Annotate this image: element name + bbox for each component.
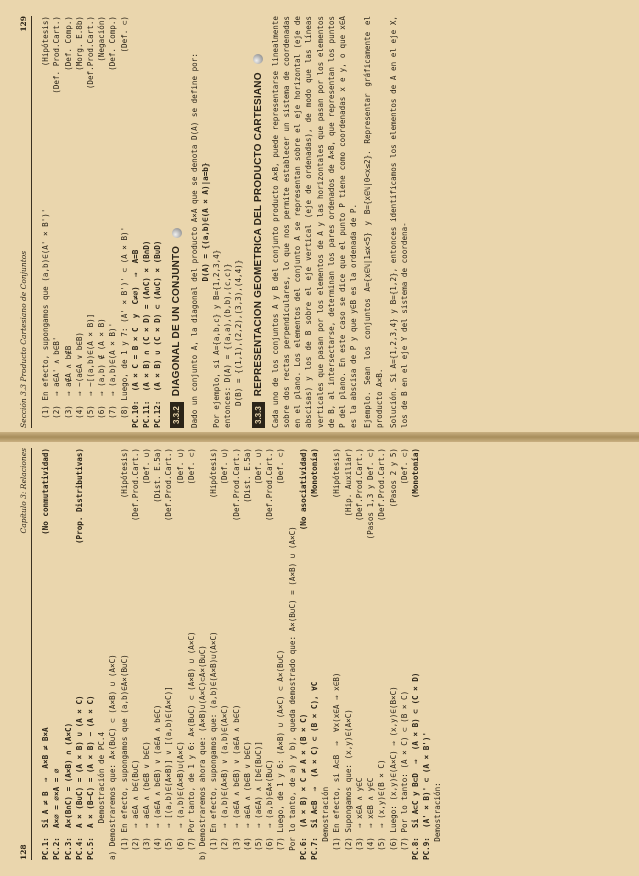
text-line xyxy=(107,16,118,428)
text-line xyxy=(130,448,141,860)
line-justification: (Def.Prod.Cart.) xyxy=(231,448,241,522)
line-text: (4) ⇒ (a∈A ∧ b∈B) ∨ (a∈A ∧ b∈C) xyxy=(153,704,163,860)
text-line xyxy=(354,448,365,860)
page-number: 128 xyxy=(19,844,28,860)
text-line xyxy=(231,448,242,860)
text-line xyxy=(343,448,354,860)
text-line xyxy=(119,16,130,428)
text-line xyxy=(141,448,152,860)
text-line xyxy=(197,448,208,860)
line-text: (6) ⇒ (a,b)∈A×(B∪C) xyxy=(265,759,275,860)
line-text: (4) ⇒ ~(a∈A ∨ b∈B) xyxy=(74,331,84,428)
line-text: (2) Supongamos que: (x,y)∈(A×C) xyxy=(343,709,353,860)
section-number: 3.3.2 xyxy=(170,402,183,428)
line-text: a) Demostraremos que: A×(B∪C) ⊂ (A×B) ∪ (A×C) xyxy=(108,654,118,860)
line-justification: (Def. ∪) xyxy=(175,448,185,485)
line-justification: (Def.Prod.Cart.) xyxy=(130,448,140,522)
text-line xyxy=(74,16,85,428)
text-line xyxy=(63,16,74,428)
example-text: entonces: D(A) = {(a,a),(b,b),(c,c)} xyxy=(223,263,233,428)
line-text: PC.8: Si A⊂C y B⊂D ⇒ (A × B) ⊂ (C × D) xyxy=(410,672,420,860)
page-129 xyxy=(18,16,618,428)
line-justification: (Def.Prod.Cart.) xyxy=(164,448,174,522)
line-justification: (Dist. E.5a) xyxy=(153,448,163,503)
text-line xyxy=(85,448,96,860)
running-title: Capítulo 3: Relaciones xyxy=(19,448,28,534)
line-justification: (Def. ⊂) xyxy=(186,448,196,485)
page-body xyxy=(40,448,443,860)
line-justification: (Prop. Distributivas) xyxy=(74,448,84,545)
example-paragraph: Ejemplo. Sean los conjuntos A={x∈ℕ|1≤x<5} y B={x∈ℕ|0<x≤2}. Representar gráficamente el producto A×B. xyxy=(363,16,384,428)
text-line xyxy=(388,448,399,860)
text-line xyxy=(163,448,174,860)
line-justification: (Hipótesis) xyxy=(119,448,129,499)
text-line xyxy=(432,448,443,860)
text-line xyxy=(85,16,96,428)
line-text: (4) ⇒ x∈B ∧ y∈C xyxy=(366,777,376,860)
line-justification: (Hip. Auxiliar) xyxy=(343,448,353,517)
text-line xyxy=(376,448,387,860)
text-line xyxy=(264,448,275,860)
line-justification: (Monotonía) xyxy=(310,448,320,499)
line-justification: (Def.Prod.Cart.) xyxy=(265,448,275,522)
section-number: 3.3.3 xyxy=(252,402,265,428)
line-text: PC.7: Si A⊂B ⇒ (A × C) ⊂ (B × C), ∀C xyxy=(310,681,320,860)
line-text: PC.5: A × (B−C) = (A × B) − (A × C) xyxy=(86,695,96,860)
text-line xyxy=(421,448,432,860)
line-text: (1) En efecto, supongamos que: (a,b)∈(A×B)∪(A×C) xyxy=(209,631,219,860)
text-line xyxy=(119,448,130,860)
line-text: (8) Luego, de 1 y 7: (A' × B')' ⊂ (A × B)' xyxy=(119,226,129,428)
line-justification: (Def.Prod.Cart.) xyxy=(354,448,364,522)
text-line xyxy=(287,448,298,860)
line-text: (6) ⇒ (a,b) ∉ (A × B) xyxy=(97,318,107,428)
line-justification: (Hipótesis) xyxy=(209,448,219,499)
line-text: (7) Por lo tanto: (A × C) ⊂ (B × C) xyxy=(399,690,409,860)
globe-icon xyxy=(253,54,263,64)
section-title: REPRESENTACION GEOMETRICA DEL PRODUCTO CARTESIANO xyxy=(252,72,264,397)
text-line xyxy=(208,448,219,860)
line-justification: (Def. ⊂) xyxy=(119,16,129,53)
line-text: (4) ⇒ a∈A ∧ (b∈B ∨ b∈C) xyxy=(242,741,252,860)
line-justification: (Def. Prod.Cart.) xyxy=(52,16,62,94)
text-line xyxy=(275,448,286,860)
text-line xyxy=(399,448,410,860)
line-justification: (Dist. E.5a) xyxy=(242,448,252,503)
line-text: PC.2: A×∅ = ∅×A = ∅ xyxy=(52,768,62,860)
text-line xyxy=(309,448,320,860)
page-128 xyxy=(18,448,618,860)
section-heading xyxy=(252,16,265,428)
example-text: Por ejemplo, si A={a,b,c} y B={1,2,3,4} xyxy=(212,249,222,428)
line-text: PC.6: (A × B) × C ≠ A × (B × C) xyxy=(298,713,308,860)
line-text: Demostración de PC.4 xyxy=(97,731,107,860)
line-justification: (Def. ∪) xyxy=(142,448,152,485)
line-justification: (Pasos 2 y 5) xyxy=(388,448,398,508)
book-gutter xyxy=(0,432,639,442)
line-text: (5) ⇒ [(a,b)∈(A×B)] ∨ [(a,b)∈(A×C)] xyxy=(164,686,174,860)
line-text: (2) ⇒ a∈A' ∧ b∈B' xyxy=(52,336,62,428)
line-text: (6) Luego: (x,y)∈(A×C) ⇒ (x,y)∈(B×C) xyxy=(388,686,398,860)
solution-paragraph: Solución. Si A={1,2,3,4} y B={1,2}, entonces identificamos los elementos de A en el eje X, los de B en el eje Y del sistema de coordena- xyxy=(388,16,410,428)
page-number: 129 xyxy=(19,16,28,32)
line-justification: (Def.Prod.Cart.) xyxy=(377,448,387,522)
line-justification: (Def. ∪) xyxy=(220,448,230,485)
text-line xyxy=(298,448,309,860)
body-paragraph: Cada uno de los conjuntos A y B del conjunto producto A×B, puede representarse linealmente sobre dos rectas perpendiculares, lo que nos permite establecer un sistema de coordenadas en el plano. Los elementos del conjunto A se representan sobre el eje horizontal (eje de abscisas) y los de B sobre el eje vertical (eje de ordenadas), de modo que las líneas verticales que pasan por los elementos de A y las horizontales que pasan por los elementos de B, al intersectarse, determinan los pares ordenados de A×B, que representan los puntos P del plano. En este caso se dice que el punto P tiene como coordenadas x e y, o que x∈A es la abscisa de P y que y∈B es la ordenada de P. xyxy=(270,16,359,428)
text-line xyxy=(253,448,264,860)
line-text: (2) ⇒ a∈A ∧ b∈(B∪C) xyxy=(130,759,140,860)
definition-text: Dado un conjunto A, la diagonal del producto A×A que se denota D(A) se define por: xyxy=(189,53,199,428)
page-header xyxy=(18,448,32,860)
line-text: (6) ⇒ (a,b)∈(A×B)∪(A×C) xyxy=(175,741,185,860)
line-text: (5) ⇒ (x,y)∈(B × C) xyxy=(377,759,387,860)
text-line xyxy=(410,448,421,860)
text-line xyxy=(152,448,163,860)
line-text: (3) ⇒ a∈A ∧ (b∈B ∨ b∈C) xyxy=(142,741,152,860)
line-text: (3) ⇒ (a∈A ∧ b∈B) ∨ (a∈A ∧ b∈C) xyxy=(231,704,241,860)
line-text: PC.9: (A' × B)' ⊂ (A × B')' xyxy=(422,731,432,860)
line-justification: (Negación) xyxy=(97,16,107,62)
line-justification: (Monotonía) xyxy=(410,448,420,499)
proof-block xyxy=(40,16,130,428)
text-line xyxy=(365,448,376,860)
line-justification: (Hipótesis) xyxy=(41,16,51,67)
line-justification: (Pasos 1,3 y Def. ⊂) xyxy=(366,448,376,540)
text-line xyxy=(74,448,85,860)
text-line xyxy=(107,448,118,860)
section-heading xyxy=(170,16,183,428)
line-text: b) Demostraremos ahora que: (A×B)∪(A×C)⊂A×(B∪C) xyxy=(198,645,208,860)
line-text: Demostración xyxy=(321,786,331,860)
text-line xyxy=(96,16,107,428)
text-line xyxy=(320,448,331,860)
line-text: (7) Luego, de 1 y 6: (A×B) ∪ (A×C) ⊂ A×(B∪C) xyxy=(276,649,286,860)
property-line: PC.10: (A × C = B × C y C≠∅) ⇒ A=B xyxy=(130,249,140,428)
line-justification: (Def.Prod.Cart.) xyxy=(86,16,96,90)
line-text: (3) ⇒ a∉A ∧ b∉B xyxy=(63,345,73,428)
line-justification: (Def. ⊂) xyxy=(276,448,286,485)
text-line xyxy=(40,16,51,428)
text-line xyxy=(331,448,342,860)
text-line xyxy=(96,448,107,860)
diagonal-formula: D(A) = {(a,b)∈(A × A)|a=b} xyxy=(200,162,210,282)
line-text: (7) ⇒ (a,b)∈(A × B)' xyxy=(108,322,118,428)
line-justification: (Hipótesis) xyxy=(332,448,342,499)
line-text: (3) ⇒ x∈A ∧ y∈C xyxy=(354,777,364,860)
line-text: (1) En efecto, supongamos que (a,b)∈A×(B∪C) xyxy=(119,654,129,860)
text-line xyxy=(242,448,253,860)
line-text: Demostración: xyxy=(433,782,443,860)
line-justification: (Morg. E.8b) xyxy=(74,16,84,71)
property-line: PC.11: (A × B) ∩ (C × D) = (A∩C) × (B∩D) xyxy=(142,240,152,428)
example-text: D(B) = {(1,1),(2,2),(3,3),(4,4)} xyxy=(234,259,244,406)
section-title: DIAGONAL DE UN CONJUNTO xyxy=(171,245,183,397)
line-text: (1) En efecto, si A⊂B ⇒ ∀x(x∈A ⇒ x∈B) xyxy=(332,672,342,860)
text-line xyxy=(63,448,74,860)
property-line: PC.12: (A × B) ∪ (C × D) ⊂ (A∪C) × (B∪D) xyxy=(153,240,163,428)
line-text: (5) ⇒ ~[(a,b)∈(A × B)] xyxy=(86,313,96,428)
line-text: PC.1: Si A ≠ B ⇒ A×B ≠ B×A xyxy=(41,727,51,860)
globe-icon xyxy=(172,228,182,238)
line-text: (5) ⇒ (a∈A) ∧ [b∈(B∪C)] xyxy=(254,741,264,860)
text-line xyxy=(40,448,51,860)
text-line xyxy=(186,448,197,860)
line-justification: (Def. ∪) xyxy=(254,448,264,485)
line-justification: (No conmutatividad) xyxy=(41,448,51,535)
line-text: (1) En efecto, supongamos que (a,b)∈(A' × B')' xyxy=(41,208,51,428)
line-justification: (Def. Comp.) xyxy=(63,16,73,71)
line-justification: (Def. ⊂) xyxy=(399,448,409,485)
line-justification: (No asociatividad) xyxy=(298,448,308,531)
text-line xyxy=(175,448,186,860)
line-text: Por lo tanto, de a) y b), queda demostrado que: A×(B∪C) = (A×B) ∪ (A×C) xyxy=(287,526,297,860)
text-line xyxy=(219,448,230,860)
line-justification: (Def. Comp.) xyxy=(108,16,118,71)
line-text: (7) Por tanto, de 1 y 6: A×(B∪C) ⊂ (A×B) ∪ (A×C) xyxy=(186,631,196,860)
text-line xyxy=(51,16,62,428)
line-text: PC.3: A×(B∩C) = (A×B) ∩ (A×C) xyxy=(63,722,73,860)
line-text: (2) ⇒ (a,b)∈(A×B) ∨ (a,b)∈(A×C) xyxy=(220,704,230,860)
text-line xyxy=(51,448,62,860)
running-title: Sección 3.3 Producto Cartesiano de Conjuntos xyxy=(19,250,28,428)
page-header xyxy=(18,16,32,428)
property-list xyxy=(130,16,164,428)
line-text: PC.4: A × (B∪C) = (A × B) ∪ (A × C) xyxy=(74,695,84,860)
